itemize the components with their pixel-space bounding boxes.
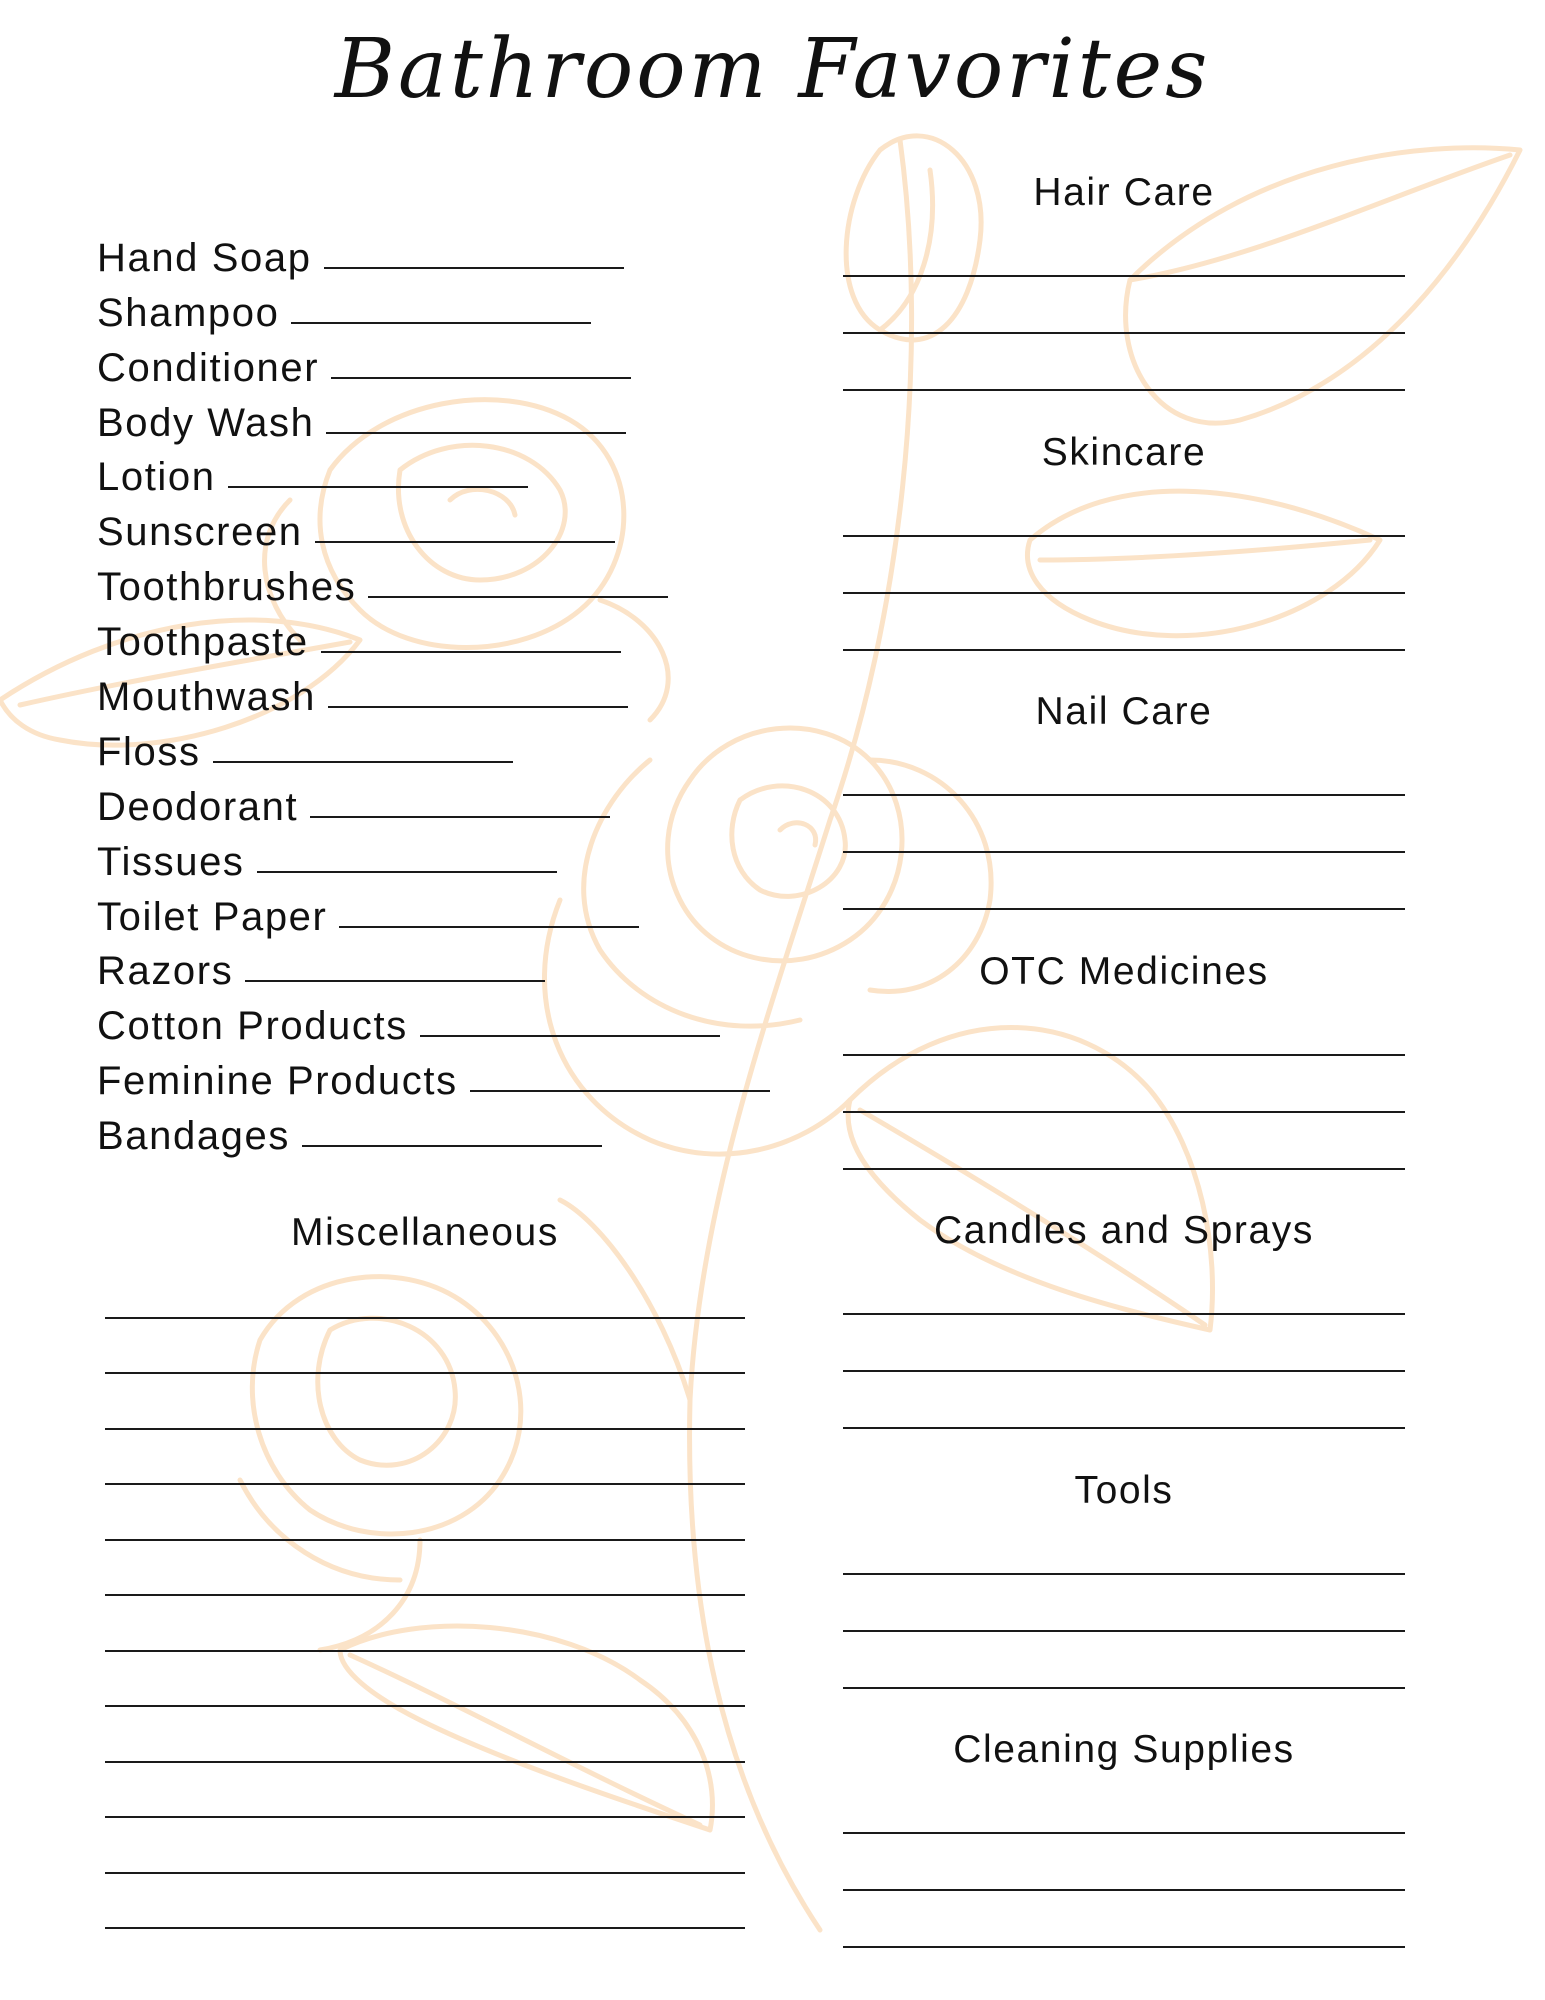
- write-in-line[interactable]: [257, 870, 557, 873]
- section-title: Candles and Sprays: [933, 1209, 1314, 1252]
- write-in-line[interactable]: [843, 537, 1405, 594]
- write-in-line[interactable]: [105, 1707, 745, 1763]
- favorites-item-list: [97, 226, 817, 1159]
- write-in-line[interactable]: [843, 1891, 1405, 1948]
- item-label: Toothbrushes: [97, 565, 357, 610]
- section-title: Miscellaneous: [291, 1211, 559, 1254]
- section-otc-medicines: [843, 947, 1405, 1170]
- list-item: [97, 500, 817, 555]
- write-in-line[interactable]: [420, 1034, 720, 1037]
- section-candles-and-sprays: [843, 1206, 1405, 1429]
- item-label: Toothpaste: [97, 620, 309, 665]
- section-skincare: [843, 428, 1405, 651]
- write-in-line[interactable]: [105, 1430, 745, 1486]
- page-title: Bathroom Favorites: [334, 22, 1211, 117]
- list-item: [97, 994, 817, 1049]
- write-in-line[interactable]: [105, 1874, 745, 1930]
- item-label: Mouthwash: [97, 675, 316, 720]
- write-in-line[interactable]: [843, 1372, 1405, 1429]
- item-label: Bandages: [97, 1114, 290, 1159]
- list-item: [97, 940, 817, 995]
- write-in-line[interactable]: [843, 999, 1405, 1056]
- write-in-line[interactable]: [843, 1518, 1405, 1575]
- item-label: Floss: [97, 729, 201, 774]
- write-in-line[interactable]: [324, 266, 624, 269]
- section-nail-care: [843, 687, 1405, 910]
- write-in-line[interactable]: [843, 334, 1405, 391]
- write-in-line[interactable]: [105, 1319, 745, 1375]
- write-in-line[interactable]: [843, 1575, 1405, 1632]
- list-item: [97, 610, 817, 665]
- list-item: [97, 336, 817, 391]
- section-title: Skincare: [1041, 430, 1207, 474]
- write-in-line[interactable]: [105, 1763, 745, 1819]
- write-in-line[interactable]: [326, 431, 626, 434]
- write-in-line[interactable]: [470, 1089, 770, 1092]
- write-in-line[interactable]: [105, 1818, 745, 1874]
- write-in-line[interactable]: [843, 1258, 1405, 1315]
- item-label: Toilet Paper: [97, 894, 328, 939]
- list-item: [97, 830, 817, 885]
- item-label: Razors: [97, 949, 234, 994]
- item-label: Feminine Products: [97, 1059, 458, 1104]
- write-in-line[interactable]: [105, 1374, 745, 1430]
- section-hair-care: [843, 168, 1405, 391]
- item-label: Cotton Products: [97, 1004, 408, 1049]
- list-item: [97, 775, 817, 830]
- section-title: Tools: [1074, 1468, 1174, 1512]
- item-label: Hand Soap: [97, 235, 312, 280]
- write-in-line[interactable]: [843, 1834, 1405, 1891]
- write-in-line[interactable]: [105, 1652, 745, 1708]
- list-item: [97, 446, 817, 501]
- write-in-line[interactable]: [315, 540, 615, 543]
- write-in-line[interactable]: [843, 1315, 1405, 1372]
- item-label: Conditioner: [97, 345, 320, 390]
- section-title: Hair Care: [1033, 171, 1215, 214]
- item-label: Sunscreen: [97, 510, 303, 555]
- write-in-line[interactable]: [105, 1485, 745, 1541]
- list-item: [97, 720, 817, 775]
- list-item: [97, 226, 817, 281]
- item-label: Tissues: [97, 839, 245, 884]
- item-label: Shampoo: [97, 290, 280, 335]
- write-in-line[interactable]: [105, 1263, 745, 1319]
- section-tools: [843, 1466, 1405, 1689]
- write-in-line[interactable]: [843, 1113, 1405, 1170]
- write-in-line[interactable]: [843, 1056, 1405, 1113]
- write-in-line[interactable]: [291, 321, 591, 324]
- write-in-line[interactable]: [321, 650, 621, 653]
- write-in-line[interactable]: [843, 480, 1405, 537]
- write-in-line[interactable]: [843, 220, 1405, 277]
- list-item: [97, 391, 817, 446]
- list-item: [97, 281, 817, 336]
- write-in-line[interactable]: [331, 376, 631, 379]
- list-item: [97, 885, 817, 940]
- write-in-line[interactable]: [302, 1144, 602, 1147]
- write-in-line[interactable]: [843, 594, 1405, 651]
- list-item: [97, 555, 817, 610]
- item-label: Body Wash: [97, 400, 315, 445]
- write-in-line[interactable]: [339, 925, 639, 928]
- write-in-line[interactable]: [843, 853, 1405, 910]
- write-in-line[interactable]: [213, 760, 513, 763]
- section-title: Cleaning Supplies: [953, 1728, 1295, 1771]
- list-item: [97, 665, 817, 720]
- write-in-line[interactable]: [328, 705, 628, 708]
- write-in-line[interactable]: [843, 739, 1405, 796]
- write-in-line[interactable]: [368, 595, 668, 598]
- section-title: Nail Care: [1035, 690, 1213, 733]
- write-in-line[interactable]: [843, 796, 1405, 853]
- write-in-line[interactable]: [105, 1541, 745, 1597]
- write-in-line[interactable]: [310, 815, 610, 818]
- write-in-line[interactable]: [245, 979, 545, 982]
- list-item: [97, 1049, 817, 1104]
- write-in-line[interactable]: [843, 1632, 1405, 1689]
- item-label: Lotion: [97, 455, 216, 500]
- write-in-line[interactable]: [105, 1596, 745, 1652]
- item-label: Deodorant: [97, 784, 299, 829]
- write-in-line[interactable]: [228, 485, 528, 488]
- write-in-line[interactable]: [843, 277, 1405, 334]
- list-item: [97, 1104, 817, 1159]
- section-title: OTC Medicines: [979, 949, 1269, 993]
- write-in-line[interactable]: [843, 1777, 1405, 1834]
- section-cleaning-supplies: [843, 1725, 1405, 1948]
- section-miscellaneous: [105, 1208, 745, 1929]
